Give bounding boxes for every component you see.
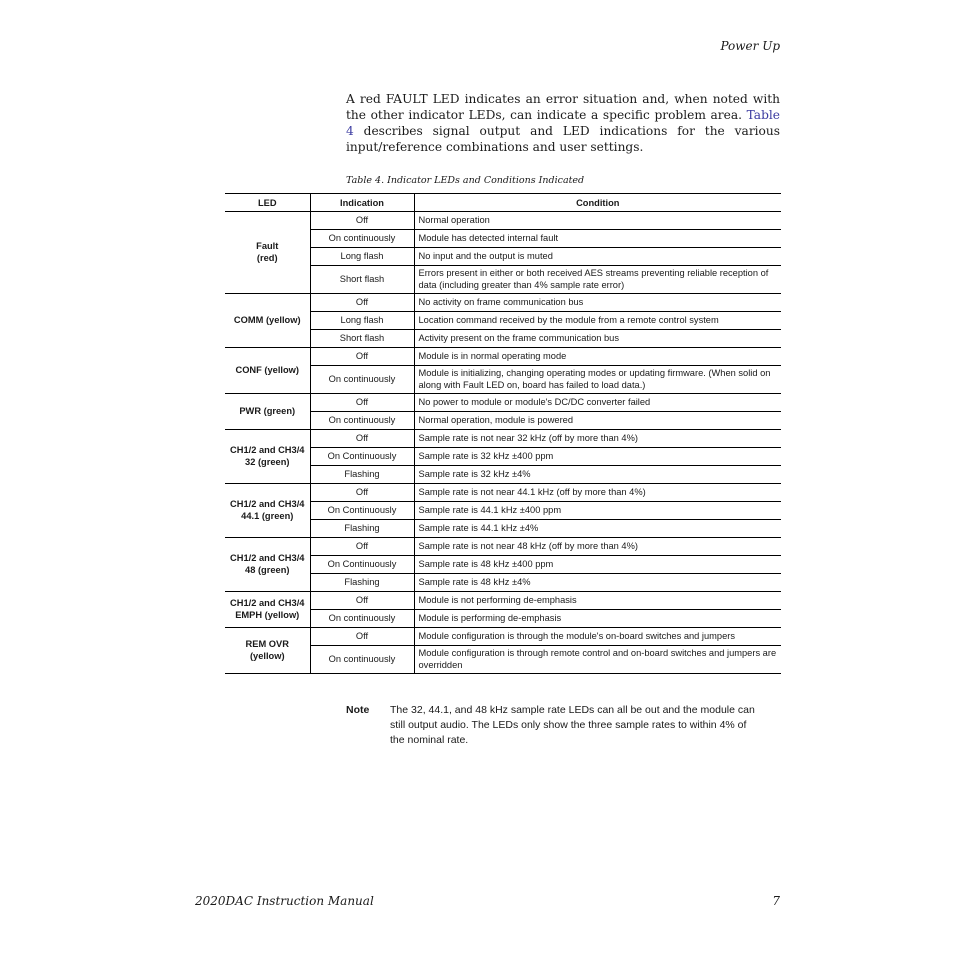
- running-head: Power Up: [720, 39, 780, 53]
- intro-text-before: A red FAULT LED indicates an error situation and, when noted with the other indicator LEDs, can indicate a specific problem area.: [346, 92, 780, 122]
- table-header-row: [225, 194, 781, 212]
- table-body: [225, 212, 781, 674]
- indicator-led-table: [225, 193, 781, 674]
- led-name-cell: REM OVR (yellow): [225, 628, 310, 674]
- led-name-cell: CONF (yellow): [225, 348, 310, 394]
- indication-cell: Off: [310, 538, 414, 556]
- led-name-cell: CH1/2 and CH3/4 EMPH (yellow): [225, 592, 310, 628]
- note-label: Note: [346, 704, 370, 716]
- condition-cell: Module has detected internal fault: [414, 230, 781, 248]
- indication-cell: Long flash: [310, 248, 414, 266]
- indication-cell: Flashing: [310, 574, 414, 592]
- condition-cell: Module is performing de-emphasis: [414, 610, 781, 628]
- note-text: The 32, 44.1, and 48 kHz sample rate LEDs can all be out and the module can still output audio. The LEDs only show the three sample rates to within 4% of the nominal rate.: [390, 704, 755, 746]
- condition-cell: No power to module or module's DC/DC converter failed: [414, 394, 781, 412]
- table-row: [225, 628, 781, 646]
- condition-cell: Sample rate is 32 kHz ±400 ppm: [414, 448, 781, 466]
- led-name-cell: CH1/2 and CH3/4 32 (green): [225, 430, 310, 484]
- indication-cell: Flashing: [310, 520, 414, 538]
- condition-cell: Normal operation, module is powered: [414, 412, 781, 430]
- intro-text-after: describes signal output and LED indications for the various input/reference combinations and user settings.: [346, 124, 780, 154]
- indication-cell: Off: [310, 628, 414, 646]
- condition-cell: Module is not performing de-emphasis: [414, 592, 781, 610]
- indication-cell: Off: [310, 212, 414, 230]
- table-row: [225, 592, 781, 610]
- condition-cell: Sample rate is 48 kHz ±400 ppm: [414, 556, 781, 574]
- page-number: 7: [772, 894, 780, 908]
- condition-cell: Activity present on the frame communication bus: [414, 330, 781, 348]
- led-name-cell: PWR (green): [225, 394, 310, 430]
- condition-cell: Sample rate is 32 kHz ±4%: [414, 466, 781, 484]
- indication-cell: Long flash: [310, 312, 414, 330]
- intro-paragraph: [346, 91, 780, 155]
- indication-cell: On continuously: [310, 366, 414, 394]
- indication-cell: On Continuously: [310, 502, 414, 520]
- led-name-cell: COMM (yellow): [225, 294, 310, 348]
- table-4-link[interactable]: Table 4: [346, 108, 780, 138]
- condition-cell: Module configuration is through remote control and on-board switches and jumpers are overridden: [414, 646, 781, 674]
- condition-cell: Sample rate is not near 48 kHz (off by more than 4%): [414, 538, 781, 556]
- table-caption: Table 4. Indicator LEDs and Conditions Indicated: [346, 175, 585, 186]
- condition-cell: Errors present in either or both received AES streams preventing reliable reception of data (including greater than 4% sample rate error): [414, 266, 781, 294]
- condition-cell: Sample rate is not near 44.1 kHz (off by more than 4%): [414, 484, 781, 502]
- condition-cell: Location command received by the module from a remote control system: [414, 312, 781, 330]
- table-row: [225, 348, 781, 366]
- table-row: [225, 430, 781, 448]
- header-condition: Condition: [414, 194, 781, 212]
- header-led: LED: [225, 194, 310, 212]
- condition-cell: Module configuration is through the module's on-board switches and jumpers: [414, 628, 781, 646]
- header-indication: Indication: [310, 194, 414, 212]
- table-row: [225, 212, 781, 230]
- indication-cell: On continuously: [310, 610, 414, 628]
- condition-cell: Module is initializing, changing operating modes or updating firmware. (When solid on along with Fault LED on, board has failed to load data.): [414, 366, 781, 394]
- indication-cell: Short flash: [310, 266, 414, 294]
- condition-cell: No activity on frame communication bus: [414, 294, 781, 312]
- led-name-cell: CH1/2 and CH3/4 48 (green): [225, 538, 310, 592]
- table-row: [225, 294, 781, 312]
- table-row: [225, 394, 781, 412]
- indication-cell: Off: [310, 484, 414, 502]
- condition-cell: Sample rate is 48 kHz ±4%: [414, 574, 781, 592]
- table-row: [225, 538, 781, 556]
- indication-cell: On Continuously: [310, 448, 414, 466]
- indication-cell: Short flash: [310, 330, 414, 348]
- condition-cell: Sample rate is 44.1 kHz ±400 ppm: [414, 502, 781, 520]
- led-name-cell: CH1/2 and CH3/4 44.1 (green): [225, 484, 310, 538]
- indication-cell: Off: [310, 394, 414, 412]
- indication-cell: Off: [310, 592, 414, 610]
- footer-title: 2020DAC Instruction Manual: [195, 894, 374, 908]
- table-row: [225, 484, 781, 502]
- condition-cell: Normal operation: [414, 212, 781, 230]
- indication-cell: Off: [310, 430, 414, 448]
- indication-cell: Flashing: [310, 466, 414, 484]
- condition-cell: Module is in normal operating mode: [414, 348, 781, 366]
- indication-cell: On continuously: [310, 646, 414, 674]
- indication-cell: On Continuously: [310, 556, 414, 574]
- indication-cell: Off: [310, 294, 414, 312]
- condition-cell: Sample rate is 44.1 kHz ±4%: [414, 520, 781, 538]
- indication-cell: Off: [310, 348, 414, 366]
- condition-cell: Sample rate is not near 32 kHz (off by more than 4%): [414, 430, 781, 448]
- indication-cell: On continuously: [310, 412, 414, 430]
- condition-cell: No input and the output is muted: [414, 248, 781, 266]
- led-name-cell: Fault (red): [225, 212, 310, 294]
- indication-cell: On continuously: [310, 230, 414, 248]
